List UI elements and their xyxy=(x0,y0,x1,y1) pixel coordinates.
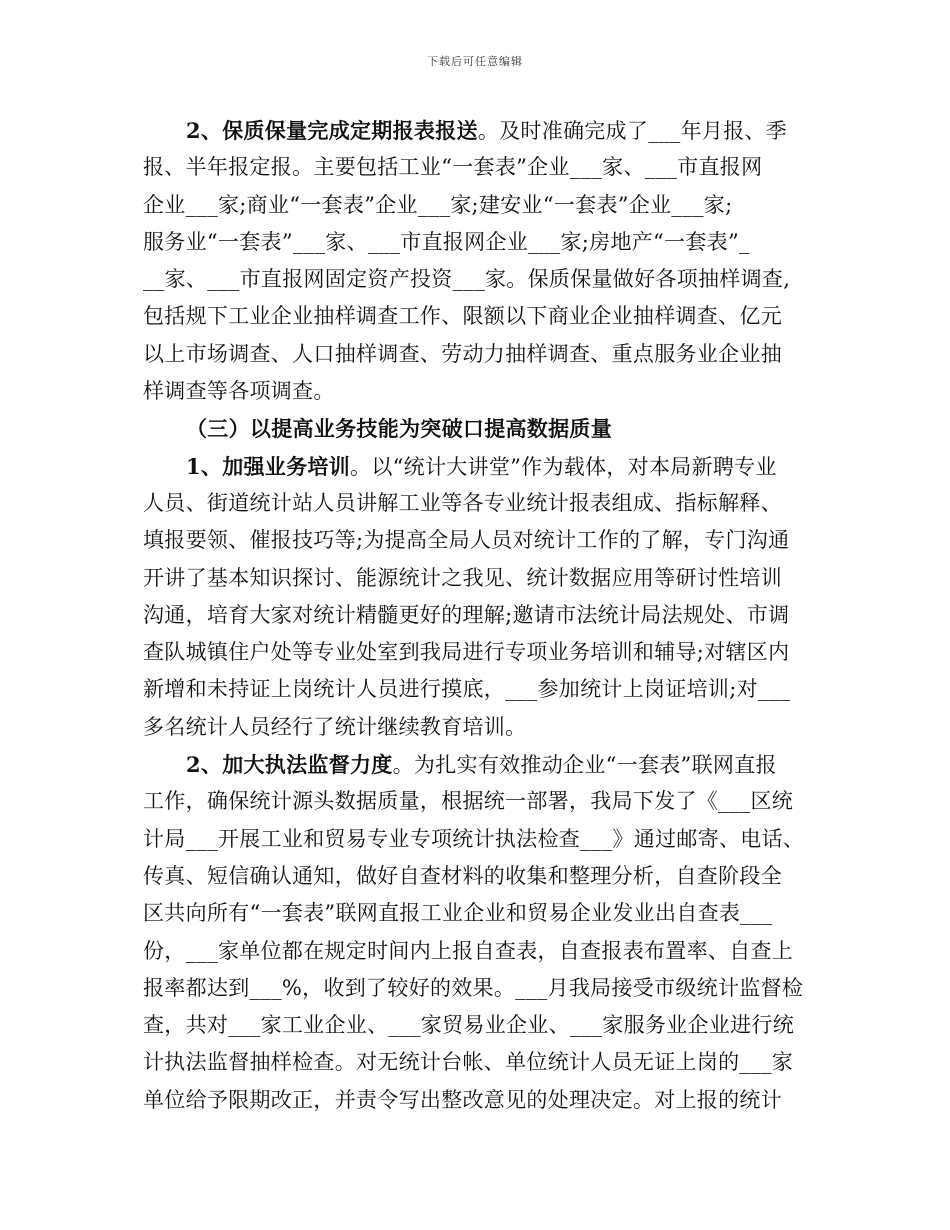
text-line xyxy=(143,1007,823,1044)
text-run: 。及时准确完成了___年月报、季 xyxy=(477,119,788,143)
text-line xyxy=(143,597,823,634)
text-run: 人员、街道统计站人员讲解工业等各专业统计报表组成、指标解释、 xyxy=(143,490,782,515)
text-line xyxy=(143,709,823,746)
text-line xyxy=(143,970,823,1007)
text-run: __家、___市直报网固定资产投资___家。保质保量做好各项抽样调查, xyxy=(143,267,791,292)
text-run: 新增和未持证上岗统计人员进行摸底，___参加统计上岗证培训;对___ xyxy=(143,677,791,702)
text-run: 区共向所有“一套表”联网直报工业企业和贸易企业发业出自查表___ xyxy=(143,901,773,926)
text-run: 。为扎实有效推动企业“一套表”联网直报 xyxy=(392,753,777,778)
text-line xyxy=(143,933,823,970)
heading-text: （三）以提高业务技能为突破口提高数据质量 xyxy=(186,416,612,442)
text-run: 样调查等各项调查。 xyxy=(143,379,335,404)
text-line xyxy=(143,261,823,298)
text-line xyxy=(143,112,823,149)
text-line xyxy=(143,858,823,895)
text-run: 传真、短信确认通知，做好自查材料的收集和整理分析，自查阶段全 xyxy=(143,863,782,888)
text-line xyxy=(143,634,823,671)
text-run: 服务业“一套表”___家、___市直报网企业___家;房地产“一套表”_ xyxy=(143,229,750,254)
text-run: 多名统计人员经行了统计继续教育培训。 xyxy=(143,714,527,739)
text-run: 份，___家单位都在规定时间内上报自查表，自查报表布置率、自查上 xyxy=(143,938,794,963)
text-line xyxy=(143,1082,823,1119)
text-run: 沟通，培育大家对统计精髓更好的理解;邀请市法统计局法规处、市调 xyxy=(143,602,790,627)
text-line xyxy=(143,746,823,783)
text-run: 填报要领、催报技巧等;为提高全局人员对统计工作的了解，专门沟通 xyxy=(143,528,790,553)
text-run: 以上市场调查、人口抽样调查、劳动力抽样调查、重点服务业企业抽 xyxy=(143,341,782,366)
page-header: 下载后可任意编辑 xyxy=(427,55,523,68)
text-line xyxy=(143,336,823,373)
text-run: 查队城镇住户处等专业处室到我局进行专项业务培训和辅导;对辖区内 xyxy=(143,640,790,665)
text-line xyxy=(143,448,823,485)
text-run: 企业___家;商业“一套表”企业___家;建安业“一套表”企业___家; xyxy=(143,192,733,217)
text-run: 包括规下工业企业抽样调查工作、限额以下商业企业抽样调查、亿元 xyxy=(143,304,782,329)
text-bold: 1、加强业务培训 xyxy=(186,453,351,479)
text-run: 计执法监督抽样检查。对无统计台帐、单位统计人员无证上岗的___家 xyxy=(143,1050,794,1075)
text-line xyxy=(143,895,823,932)
text-line xyxy=(143,783,823,820)
text-bold: 2、加大执法监督力度 xyxy=(186,752,393,778)
text-line xyxy=(143,671,823,708)
text-run: 单位给予限期改正，并责令写出整改意见的处理决定。对上报的统计 xyxy=(143,1087,782,1112)
text-run: 报率都达到___%，收到了较好的效果。___月我局接受市级统计监督检 xyxy=(143,975,804,1000)
text-line xyxy=(143,1044,823,1081)
text-line xyxy=(143,224,823,261)
text-run: 工作，确保统计源头数据质量，根据统一部署，我局下发了《___区统 xyxy=(143,789,794,814)
text-line xyxy=(143,560,823,597)
text-line xyxy=(143,298,823,335)
text-line xyxy=(143,485,823,522)
text-line xyxy=(143,149,823,186)
text-line xyxy=(143,187,823,224)
text-run: 报、半年报定报。主要包括工业“一套表”企业___家、___市直报网 xyxy=(143,155,763,180)
text-run: 计局___开展工业和贸易专业专项统计执法检查___》通过邮寄、电话、 xyxy=(143,826,805,851)
document-body xyxy=(143,112,823,1119)
section-heading xyxy=(143,410,823,447)
text-line xyxy=(143,821,823,858)
text-run: 。以“统计大讲堂”作为载体，对本局新聘专业 xyxy=(350,454,777,479)
text-bold: 2、保质保量完成定期报表报送 xyxy=(186,118,478,143)
text-line xyxy=(143,522,823,559)
text-run: 查，共对___家工业企业、___家贸易业企业、___家服务业企业进行统 xyxy=(143,1013,794,1038)
text-line xyxy=(143,373,823,410)
text-run: 开讲了基本知识探讨、能源统计之我见、统计数据应用等研讨性培训 xyxy=(143,565,782,590)
